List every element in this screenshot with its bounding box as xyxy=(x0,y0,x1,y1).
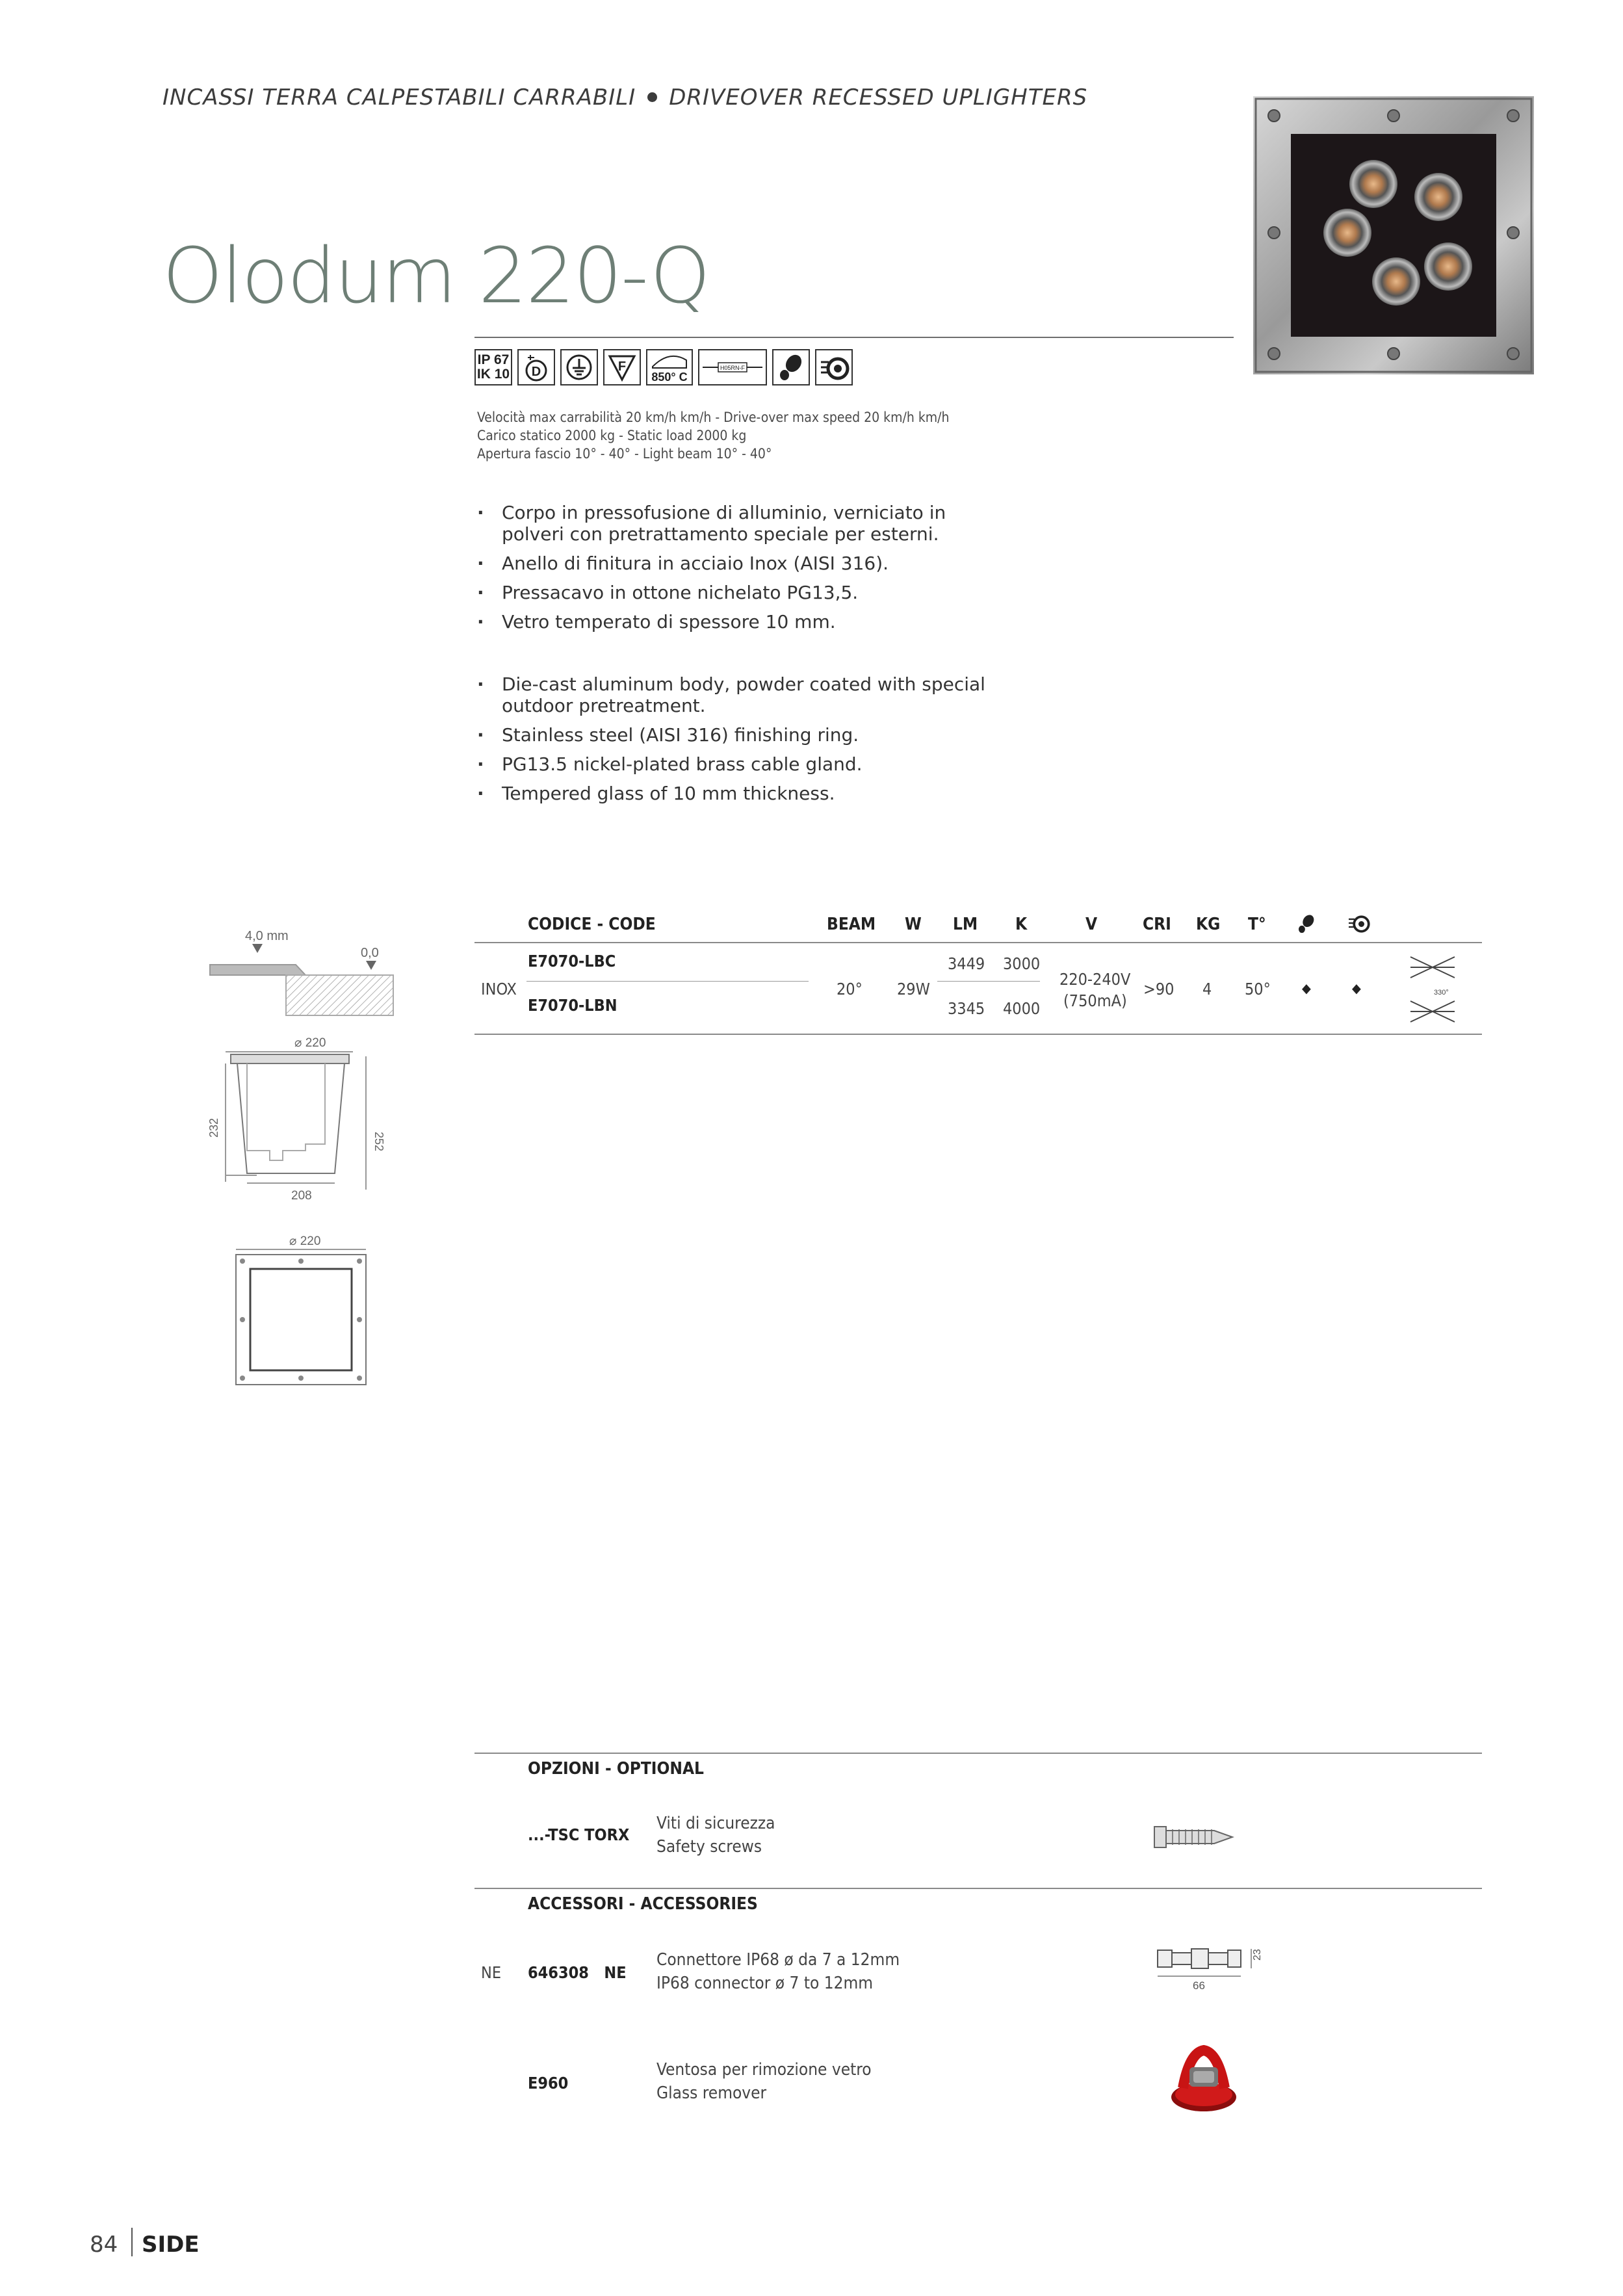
svg-text:330°: 330° xyxy=(1434,989,1449,997)
accessory-description xyxy=(656,1948,900,1995)
accessory-prefix: NE xyxy=(481,1963,502,1982)
temp-label: 850° C xyxy=(651,371,688,384)
category-it: INCASSI TERRA CALPESTABILI CARRABILI xyxy=(162,85,636,111)
product-title: Olodum 220-Q xyxy=(162,231,710,320)
accessory-code: E960 xyxy=(528,2074,569,2093)
connector-drawing xyxy=(1154,1944,1264,1996)
table-bottom-rule xyxy=(474,1034,1482,1035)
k-value: 3000 xyxy=(1003,954,1041,973)
finish-label: INOX xyxy=(481,980,517,998)
f-mark-icon xyxy=(603,349,641,385)
option-desc-en: Safety screws xyxy=(656,1837,762,1857)
voltage-value: 220-240V xyxy=(1059,970,1131,989)
beam-value: 20° xyxy=(837,980,863,998)
torx-screw-icon xyxy=(1152,1820,1236,1854)
svg-text:H05RN-F: H05RN-F xyxy=(720,365,746,371)
accessories-title: ACCESSORI - ACCESSORIES xyxy=(528,1894,758,1914)
svg-text:208: 208 xyxy=(291,1189,312,1203)
feature-it-item: · Vetro temperato di spessore 10 mm. xyxy=(477,611,996,633)
svg-text:232: 232 xyxy=(207,1117,220,1138)
kg-value: 4 xyxy=(1202,980,1212,998)
lm-value: 3449 xyxy=(948,954,985,973)
footer-separator xyxy=(131,2228,133,2256)
spec-beam: Apertura fascio 10° - 40° - Light beam 10° - 40° xyxy=(477,446,772,462)
col-header-v: V xyxy=(1085,915,1098,934)
col-header-w: W xyxy=(905,915,922,934)
row-code: E7070-LBC xyxy=(528,952,616,971)
watt-value: 29W xyxy=(897,980,930,998)
accessories-top-rule xyxy=(474,1888,1482,1889)
walkover-footprint-icon xyxy=(772,349,810,385)
features-it xyxy=(477,502,996,640)
accessory-code xyxy=(528,1963,627,1982)
temp-value: 50° xyxy=(1245,980,1271,998)
brand-name: SIDE xyxy=(142,2232,200,2258)
accessory-description xyxy=(656,2058,872,2105)
feature-en-item: · Die-cast aluminum body, powder coated with special outdoor pretreatment. xyxy=(477,673,996,716)
certification-icons xyxy=(474,349,853,388)
driveover-tyre-icon xyxy=(1347,911,1370,935)
table-header-rule xyxy=(474,942,1482,943)
accessory-desc-it: Ventosa per rimozione vetro xyxy=(656,2060,872,2080)
col-header-t: T° xyxy=(1248,915,1266,934)
svg-text:252: 252 xyxy=(372,1132,385,1152)
d-mark-icon xyxy=(517,349,555,385)
walkover-footprint-icon xyxy=(1295,913,1318,935)
lm-value: 3345 xyxy=(948,999,985,1018)
feature-en-item: · PG13.5 nickel-plated brass cable gland. xyxy=(477,753,996,775)
glow-wire-icon xyxy=(646,349,693,385)
svg-text:23: 23 xyxy=(1252,1949,1263,1961)
accessory-code-suffix: NE xyxy=(604,1963,627,1982)
svg-text:0,0: 0,0 xyxy=(361,946,379,960)
accessory-code-number: 646308 xyxy=(528,1963,589,1982)
svg-text:⌀ 220: ⌀ 220 xyxy=(294,1036,326,1050)
svg-text:D: D xyxy=(531,365,541,379)
product-photo xyxy=(1253,96,1534,374)
svg-text:66: 66 xyxy=(1193,1979,1205,1992)
col-header-lm: LM xyxy=(953,915,978,934)
category-heading xyxy=(162,85,1087,111)
cable-type-icon xyxy=(698,349,767,385)
options-title: OPZIONI - OPTIONAL xyxy=(528,1759,704,1779)
feature-en-item: · Tempered glass of 10 mm thickness. xyxy=(477,783,996,804)
col-header-kg: KG xyxy=(1196,915,1221,934)
driveover-diamond: ◆ xyxy=(1352,980,1361,996)
ip-rating-icon xyxy=(474,349,512,385)
accessory-desc-en: Glass remover xyxy=(656,2083,767,2103)
spec-lines xyxy=(477,408,950,463)
spec-load: Carico statico 2000 kg - Static load 2000 kg xyxy=(477,428,747,443)
option-code: ...-TSC TORX xyxy=(528,1825,630,1844)
current-value: (750mA) xyxy=(1063,991,1127,1010)
row-divider xyxy=(937,981,1040,982)
title-divider xyxy=(474,337,1234,338)
svg-text:F: F xyxy=(617,359,627,374)
ip-label: IP 67 xyxy=(477,352,510,367)
features-en xyxy=(477,673,996,812)
walkover-diamond: ◆ xyxy=(1302,980,1311,996)
driveover-tyre-icon xyxy=(815,349,853,385)
col-header-beam: BEAM xyxy=(827,915,876,934)
svg-text:4,0 mm: 4,0 mm xyxy=(245,929,289,943)
cri-value: >90 xyxy=(1143,980,1175,998)
technical-drawing xyxy=(198,910,432,1443)
earth-ground-icon xyxy=(560,349,598,385)
beam-angle-icon xyxy=(1408,952,1457,1027)
row-code: E7070-LBN xyxy=(528,996,617,1015)
k-value: 4000 xyxy=(1003,999,1041,1018)
feature-en-item: · Stainless steel (AISI 316) finishing ring. xyxy=(477,724,996,746)
accessory-desc-it: Connettore IP68 ø da 7 a 12mm xyxy=(656,1950,900,1970)
col-header-code: CODICE - CODE xyxy=(528,915,656,934)
options-top-rule xyxy=(474,1753,1482,1754)
feature-it-item: · Corpo in pressofusione di alluminio, verniciato in polveri con pretrattamento speciale per esterni. xyxy=(477,502,996,545)
feature-it-item: · Anello di finitura in acciaio Inox (AISI 316). xyxy=(477,553,996,574)
bullet-dot-icon xyxy=(647,92,657,102)
page-number: 84 xyxy=(90,2232,118,2258)
option-desc-it: Viti di sicurezza xyxy=(656,1814,775,1833)
row-divider xyxy=(526,981,809,982)
spec-speed: Velocità max carrabilità 20 km/h km/h - Drive-over max speed 20 km/h km/h xyxy=(477,410,950,425)
accessory-desc-en: IP68 connector ø 7 to 12mm xyxy=(656,1974,874,1993)
svg-text:⌀ 220: ⌀ 220 xyxy=(289,1234,321,1248)
suction-cup-photo xyxy=(1163,2041,1248,2118)
col-header-cri: CRI xyxy=(1143,915,1171,934)
col-header-k: K xyxy=(1015,915,1028,934)
category-en: DRIVEOVER RECESSED UPLIGHTERS xyxy=(669,85,1088,111)
option-description xyxy=(656,1812,775,1859)
feature-it-item: · Pressacavo in ottone nichelato PG13,5. xyxy=(477,582,996,603)
ik-label: IK 10 xyxy=(476,367,510,382)
